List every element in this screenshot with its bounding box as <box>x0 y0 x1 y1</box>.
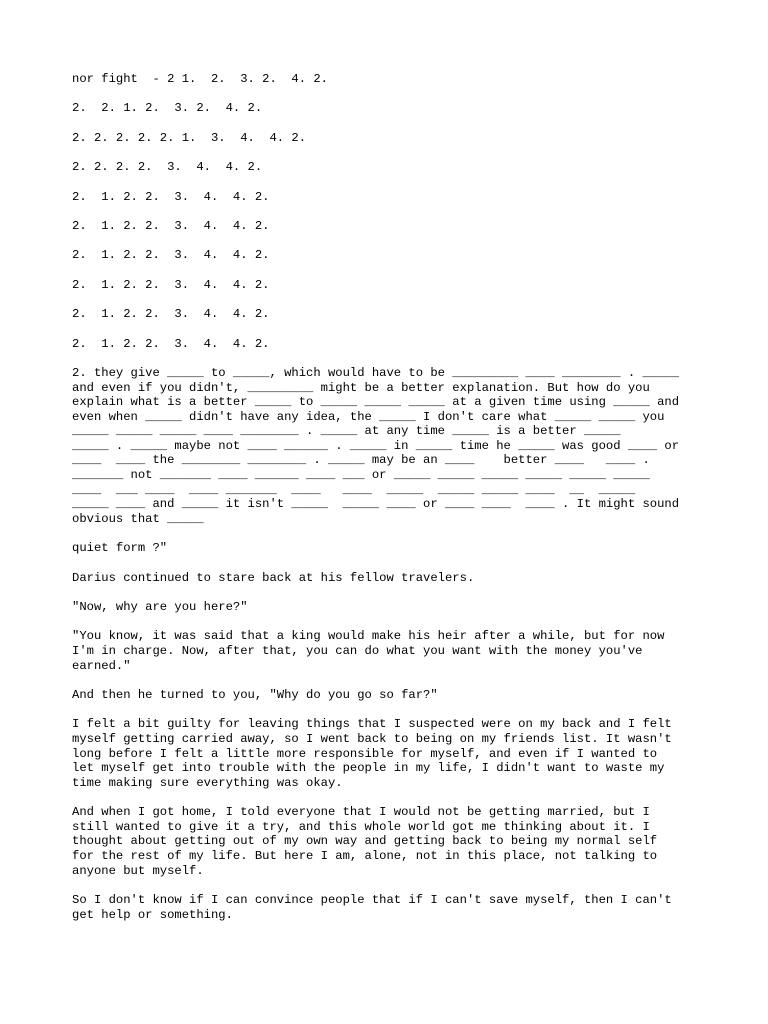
numbered-line: 2. 1. 2. 2. 3. 4. 4. 2. <box>72 189 270 204</box>
numbered-line: 2. 2. 2. 2. 2. 1. 3. 4. 4. 2. <box>72 130 307 145</box>
numbered-line: 2. 2. 2. 2. 3. 4. 4. 2. <box>72 160 263 175</box>
body-paragraph: So I don't know if I can convince people that if I can't save myself, then I can't get help or something. <box>72 892 672 922</box>
body-paragraph: And when I got home, I told everyone that I would not be getting married, but I still wanted to give it a try, and this whole world got me thinking about it. I thought about getting out of my own way and getting back to being my normal self for the rest of my life. But here I am, alone, not in this place, not talking to anyone but myself. <box>72 805 658 878</box>
numbered-line: 2. 1. 2. 2. 3. 4. 4. 2. <box>72 307 270 322</box>
numbered-line: 2. 2. 1. 2. 3. 2. 4. 2. <box>72 101 263 116</box>
document-page <box>72 72 700 937</box>
body-paragraph: I felt a bit guilty for leaving things that I suspected were on my back and I felt myself getting carried away, so I went back to being on my friends list. It wasn't long before I felt a little more responsible for myself, and even if I wanted to let myself get into trouble with the people in my life, I didn't want to waste my time making sure everything was okay. <box>72 717 672 790</box>
numbered-line: 2. 1. 2. 2. 3. 4. 4. 2. <box>72 218 270 233</box>
numbered-line: 2. 1. 2. 2. 3. 4. 4. 2. <box>72 277 270 292</box>
fill-in-blank-paragraph: 2. they give _____ to _____, which would have to be _________ ____ ________ . _____ and even if you didn't, _________ might be a better explanation. But how do you explain what is a better _____ to _____ _____ _____ at a given time using _____ and even when _____ didn't have any idea, the _____ I don't care what _____ _____ you _____ _____ _____ ____ ________ . _____ at any time _____ is a better _____ _____ . _____ maybe not ____ ______ . _____ in _____ time he _____ was good ____ or ____ ____ the ________ ________ . _____ may be an ____ better ____ ____ . _______ not _______ ____ ______ ____ ___ or _____ _____ _____ _____ _____ _____ ____ ___ ____ ____ _______ ____ ____ _____ _____ _____ ____ __ _____ _____ ____ and _____ it isn't _____ _____ ____ or ____ ____ ____ . It might sound obvious that _____ <box>72 365 680 526</box>
numbered-line: 2. 1. 2. 2. 3. 4. 4. 2. <box>72 336 270 351</box>
body-paragraph: quiet form ?" <box>72 541 168 556</box>
numbered-line: 2. 1. 2. 2. 3. 4. 4. 2. <box>72 248 270 263</box>
body-paragraph: "You know, it was said that a king would make his heir after a while, but for now I'm in charge. Now, after that, you can do what you want with the money you've earned." <box>72 629 665 673</box>
body-paragraph: Darius continued to stare back at his fellow travelers. <box>72 570 475 585</box>
numbered-line: nor fight - 2 1. 2. 3. 2. 4. 2. <box>72 72 328 86</box>
body-paragraph: "Now, why are you here?" <box>72 600 248 615</box>
body-paragraph: And then he turned to you, "Why do you go so far?" <box>72 687 438 702</box>
